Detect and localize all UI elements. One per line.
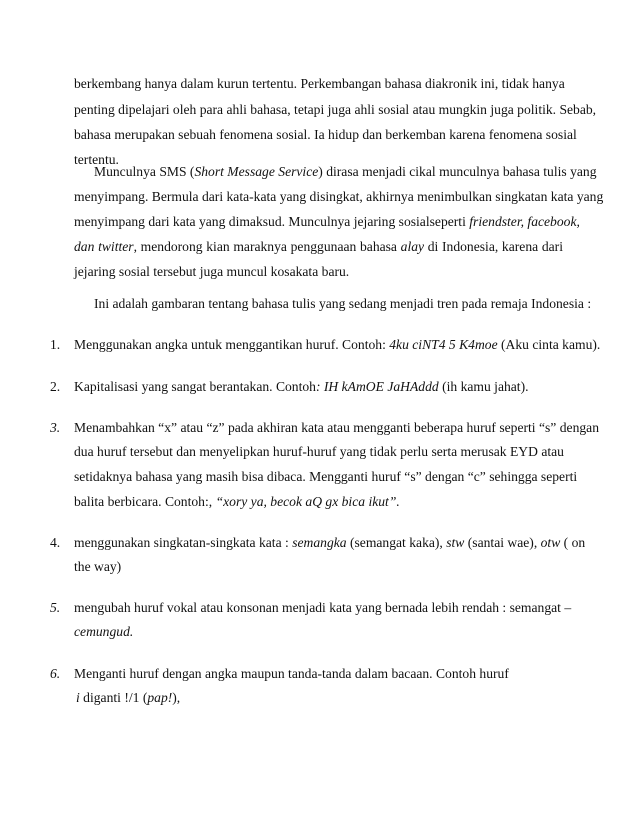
text-run-italic: 4ku ciNT4 5 K4moe <box>389 337 498 352</box>
list-item-line: Menambahkan “x” atau “z” pada akhiran kata atau mengganti beberapa huruf seperti “s” dengan <box>74 420 599 435</box>
text-run: menggunakan singkatan-singkata kata : <box>74 535 293 550</box>
text-run-italic: otw <box>540 535 561 550</box>
list-number: 4. <box>50 535 61 550</box>
text-run-italic: “xory ya, becok aQ gx bica ikut”. <box>215 494 400 509</box>
text-run: di Indonesia, karena dari <box>424 239 563 254</box>
text-run-italic: stw <box>446 535 465 550</box>
text-run: diganti !/1 ( <box>79 690 148 705</box>
list-number: 2. <box>50 379 61 394</box>
text-run: ( on <box>560 535 586 550</box>
paragraph-line: jejaring sosial tersebut juga muncul kosakata baru. <box>74 264 350 279</box>
list-item-line <box>74 494 400 510</box>
text-run: , mendorong kian maraknya penggunaan bahasa <box>133 239 401 254</box>
list-number <box>50 600 60 616</box>
list-item-line: setidaknya bahasa yang masih bisa dibaca. Mengganti huruf “s” dengan “c” sehingga seperti <box>74 469 578 484</box>
text-run-italic: semangka <box>292 535 347 550</box>
text-run: (semangat kaka), <box>346 535 447 550</box>
paragraph-line: penting dipelajari oleh para ahli bahasa, tetapi juga ahli sosial atau mungkin juga politik. Sebab, <box>74 102 597 117</box>
list-number-text: 3. <box>50 420 61 435</box>
text-run: menyimpang dari kata yang dimaksud. Munculnya jejaring sosialseperti <box>74 214 470 229</box>
list-item-line <box>74 535 586 551</box>
text-run: (ih kamu jahat). <box>438 379 529 394</box>
list-item-line: dua huruf tersebut dan menyelipkan huruf-huruf yang tidak perlu serta merusak EYD atau <box>74 444 564 459</box>
text-run: balita berbicara. Contoh:, <box>74 494 216 509</box>
paragraph-line: tertentu. <box>74 152 119 167</box>
text-run-italic: i <box>76 690 80 705</box>
list-item-line <box>74 624 133 640</box>
list-number-text: 5. <box>50 600 61 615</box>
text-run-italic: dan twitter <box>74 239 134 254</box>
text-run: ) dirasa menjadi cikal munculnya bahasa tulis yang <box>318 164 597 179</box>
text-run: Munculnya SMS ( <box>94 164 195 179</box>
list-item-line <box>76 690 180 706</box>
text-run-italic: cemungud. <box>74 624 134 639</box>
intro-line: Ini adalah gambaran tentang bahasa tulis yang sedang menjadi tren pada remaja Indonesia : <box>94 296 592 311</box>
paragraph-line <box>94 164 597 180</box>
text-run-italic: pap! <box>147 690 173 705</box>
text-run: ), <box>172 690 181 705</box>
paragraph-line: menyimpang. Bermula dari kata-kata yang disingkat, akhirnya menimbulkan singkatan kata yang <box>74 189 604 204</box>
list-number <box>50 666 60 682</box>
list-number: 1. <box>50 337 61 352</box>
paragraph-line <box>74 214 580 230</box>
text-run: (Aku cinta kamu). <box>497 337 601 352</box>
text-run: Menggunakan angka untuk menggantikan huruf. Contoh: <box>74 337 390 352</box>
paragraph-line <box>74 239 563 255</box>
text-run: Kapitalisasi yang sangat berantakan. Contoh <box>74 379 316 394</box>
text-run-italic: friendster, facebook, <box>469 214 580 229</box>
list-item-line <box>74 379 529 395</box>
text-run: (santai wae), <box>464 535 541 550</box>
list-item-line: mengubah huruf vokal atau konsonan menjadi kata yang bernada lebih rendah : semangat – <box>74 600 572 615</box>
list-number <box>50 420 60 436</box>
text-run-italic: alay <box>400 239 425 254</box>
list-item-line: the way) <box>74 559 122 574</box>
paragraph-line: berkembang hanya dalam kurun tertentu. Perkembangan bahasa diakronik ini, tidak hanya <box>74 76 565 91</box>
text-run-italic: : IH kAmOE JaHAddd <box>315 379 439 394</box>
list-item-line: Menganti huruf dengan angka maupun tanda-tanda dalam bacaan. Contoh huruf <box>74 666 509 681</box>
paragraph-line: bahasa merupakan sebuah fenomena sosial. Ia hidup dan berkemban karena fenomena sosial <box>74 127 577 142</box>
list-number-text: 6. <box>50 666 61 681</box>
text-run-italic: Short Message Service <box>194 164 319 179</box>
list-item-line <box>74 337 600 353</box>
